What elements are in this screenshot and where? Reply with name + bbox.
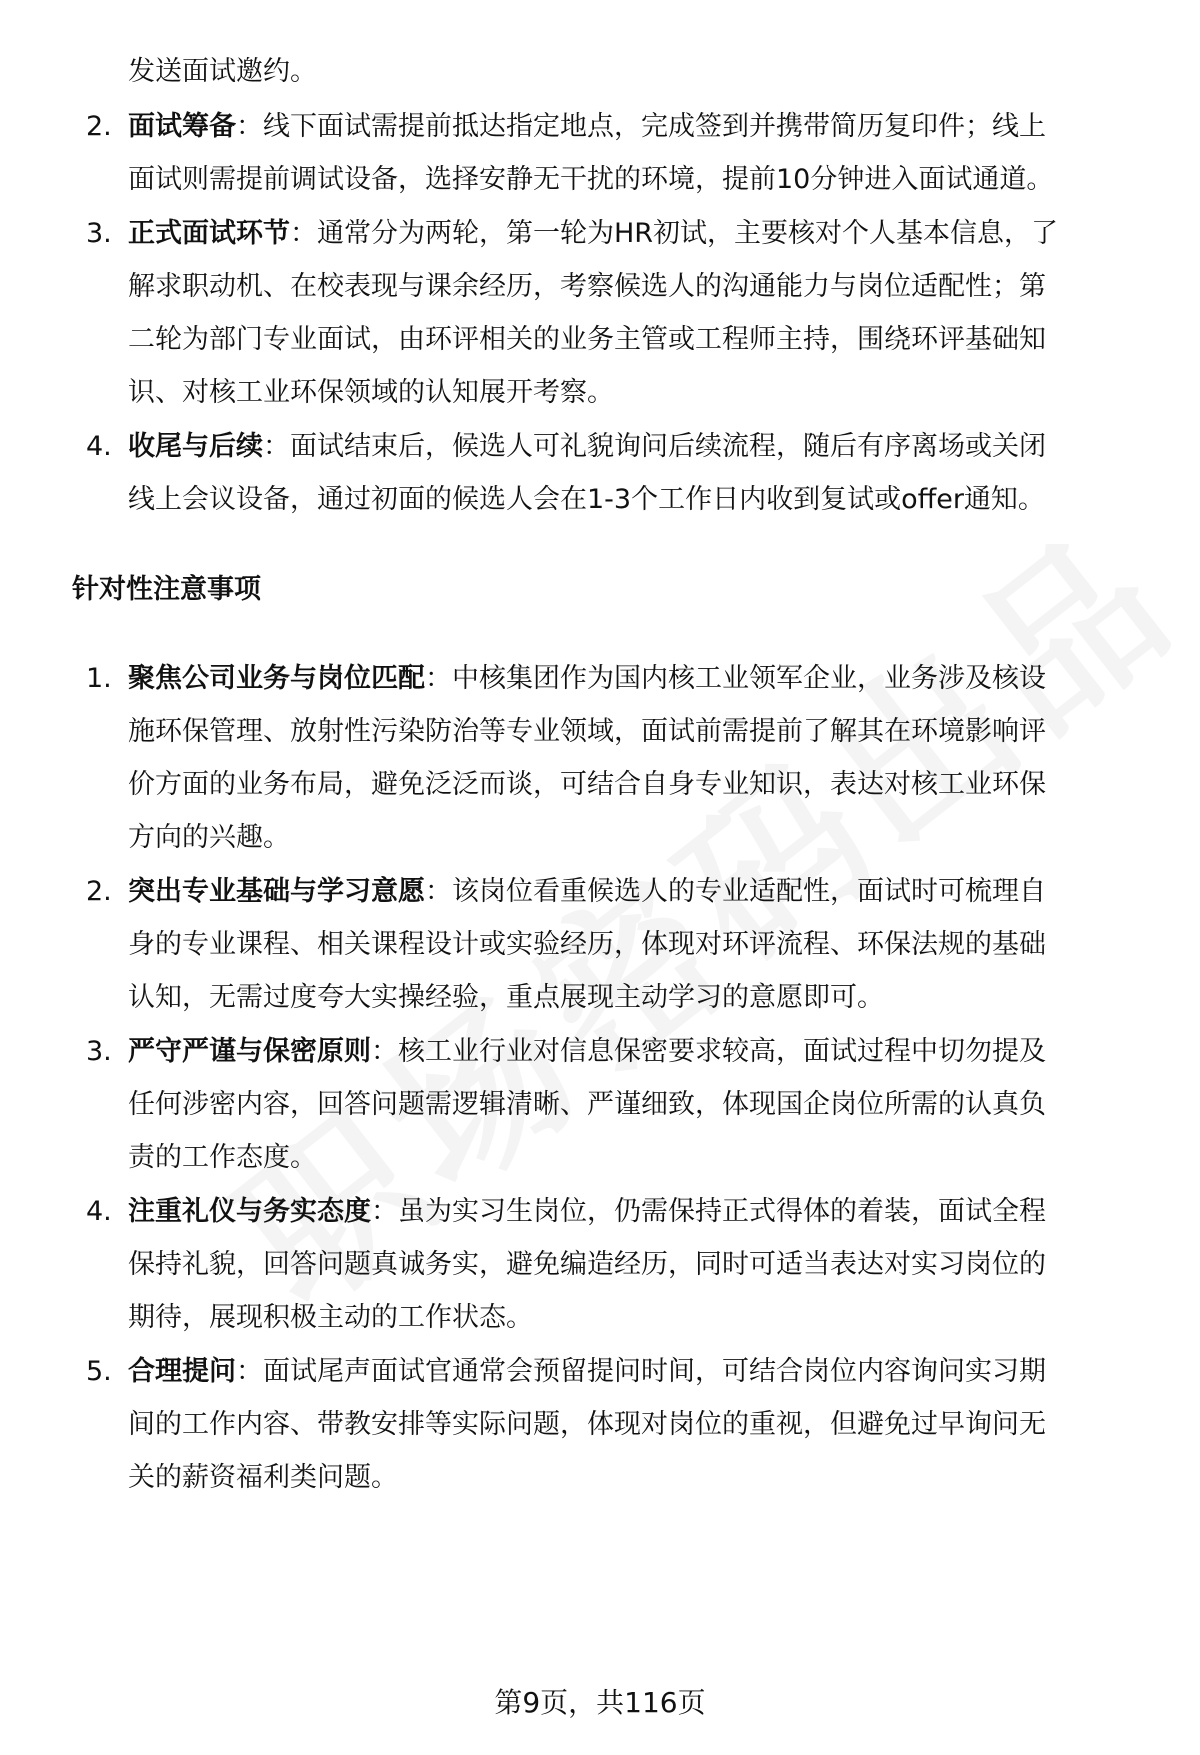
page-number: 第9页，共116页 bbox=[494, 1686, 706, 1719]
note-4-line-3: 期待，展现积极主动的工作状态。 bbox=[128, 1302, 533, 1333]
note-2-line-3: 认知，无需过度夸大实操经验，重点展现主动学习的意愿即可。 bbox=[128, 982, 884, 1013]
list-item-4-line-1: 收尾与后续：面试结束后，候选人可礼貌询问后续流程，随后有序离场或关闭 bbox=[128, 431, 1046, 462]
list-item-3-line-4: 识、对核工业环保领域的认知展开考察。 bbox=[128, 377, 614, 408]
note-1-line-1: 聚焦公司业务与岗位匹配：中核集团作为国内核工业领军企业，业务涉及核设 bbox=[128, 663, 1046, 694]
list-item-2-number: 2. bbox=[86, 111, 112, 142]
note-1-line-3: 价方面的业务布局，避免泛泛而谈，可结合自身专业知识，表达对核工业环保 bbox=[128, 769, 1046, 800]
note-4-line-1: 注重礼仪与务实态度：虽为实习生岗位，仍需保持正式得体的着装，面试全程 bbox=[128, 1196, 1046, 1227]
list-item-2-term: 面试筹备 bbox=[128, 111, 236, 142]
note-4-term: 注重礼仪与务实态度 bbox=[128, 1196, 371, 1227]
note-5-number: 5. bbox=[86, 1356, 112, 1387]
note-1-number: 1. bbox=[86, 663, 112, 694]
note-4-line-2: 保持礼貌，回答问题真诚务实，避免编造经历，同时可适当表达对实习岗位的 bbox=[128, 1249, 1046, 1280]
list-item-2-line-1: 面试筹备：线下面试需提前抵达指定地点，完成签到并携带简历复印件；线上 bbox=[128, 111, 1046, 142]
note-1-line-4: 方向的兴趣。 bbox=[128, 822, 290, 853]
list-item-3-line-1: 正式面试环节：通常分为两轮，第一轮为HR初试，主要核对个人基本信息，了 bbox=[128, 218, 1059, 249]
note-2-line-2: 身的专业课程、相关课程设计或实验经历，体现对环评流程、环保法规的基础 bbox=[128, 929, 1046, 960]
note-3-number: 3. bbox=[86, 1036, 112, 1067]
note-3-line-2: 任何涉密内容，回答问题需逻辑清晰、严谨细致，体现国企岗位所需的认真负 bbox=[128, 1089, 1046, 1120]
note-5-term: 合理提问 bbox=[128, 1356, 236, 1387]
note-3-term: 严守严谨与保密原则 bbox=[128, 1036, 371, 1067]
list-item-4-term: 收尾与后续 bbox=[128, 431, 263, 462]
list-item-2-line-2: 面试则需提前调试设备，选择安静无干扰的环境，提前10分钟进入面试通道。 bbox=[128, 164, 1054, 195]
note-5-line-2: 间的工作内容、带教安排等实际问题，体现对岗位的重视，但避免过早询问无 bbox=[128, 1409, 1046, 1440]
note-4-number: 4. bbox=[86, 1196, 112, 1227]
list-item-3-number: 3. bbox=[86, 218, 112, 249]
note-3-line-3: 责的工作态度。 bbox=[128, 1142, 317, 1173]
note-3-line-1: 严守严谨与保密原则：核工业行业对信息保密要求较高，面试过程中切勿提及 bbox=[128, 1036, 1046, 1067]
section-title: 针对性注意事项 bbox=[72, 574, 261, 605]
note-5-line-1: 合理提问：面试尾声面试官通常会预留提问时间，可结合岗位内容询问实习期 bbox=[128, 1356, 1046, 1387]
note-2-term: 突出专业基础与学习意愿 bbox=[128, 876, 425, 907]
list-item-3-term: 正式面试环节 bbox=[128, 218, 290, 249]
list-item-3-line-3: 二轮为部门专业面试，由环评相关的业务主管或工程师主持，围绕环评基础知 bbox=[128, 324, 1046, 355]
list-item-4-number: 4. bbox=[86, 431, 112, 462]
list-item-3-line-2: 解求职动机、在校表现与课余经历，考察候选人的沟通能力与岗位适配性；第 bbox=[128, 271, 1046, 302]
note-1-line-2: 施环保管理、放射性污染防治等专业领域，面试前需提前了解其在环境影响评 bbox=[128, 716, 1046, 747]
list-item-1-line-1: 发送面试邀约。 bbox=[128, 56, 317, 87]
note-5-line-3: 关的薪资福利类问题。 bbox=[128, 1462, 398, 1493]
note-2-number: 2. bbox=[86, 876, 112, 907]
note-2-line-1: 突出专业基础与学习意愿：该岗位看重候选人的专业适配性，面试时可梳理自 bbox=[128, 876, 1046, 907]
note-1-term: 聚焦公司业务与岗位匹配 bbox=[128, 663, 425, 694]
list-item-4-line-2: 线上会议设备，通过初面的候选人会在1-3个工作日内收到复试或offer通知。 bbox=[128, 484, 1045, 515]
